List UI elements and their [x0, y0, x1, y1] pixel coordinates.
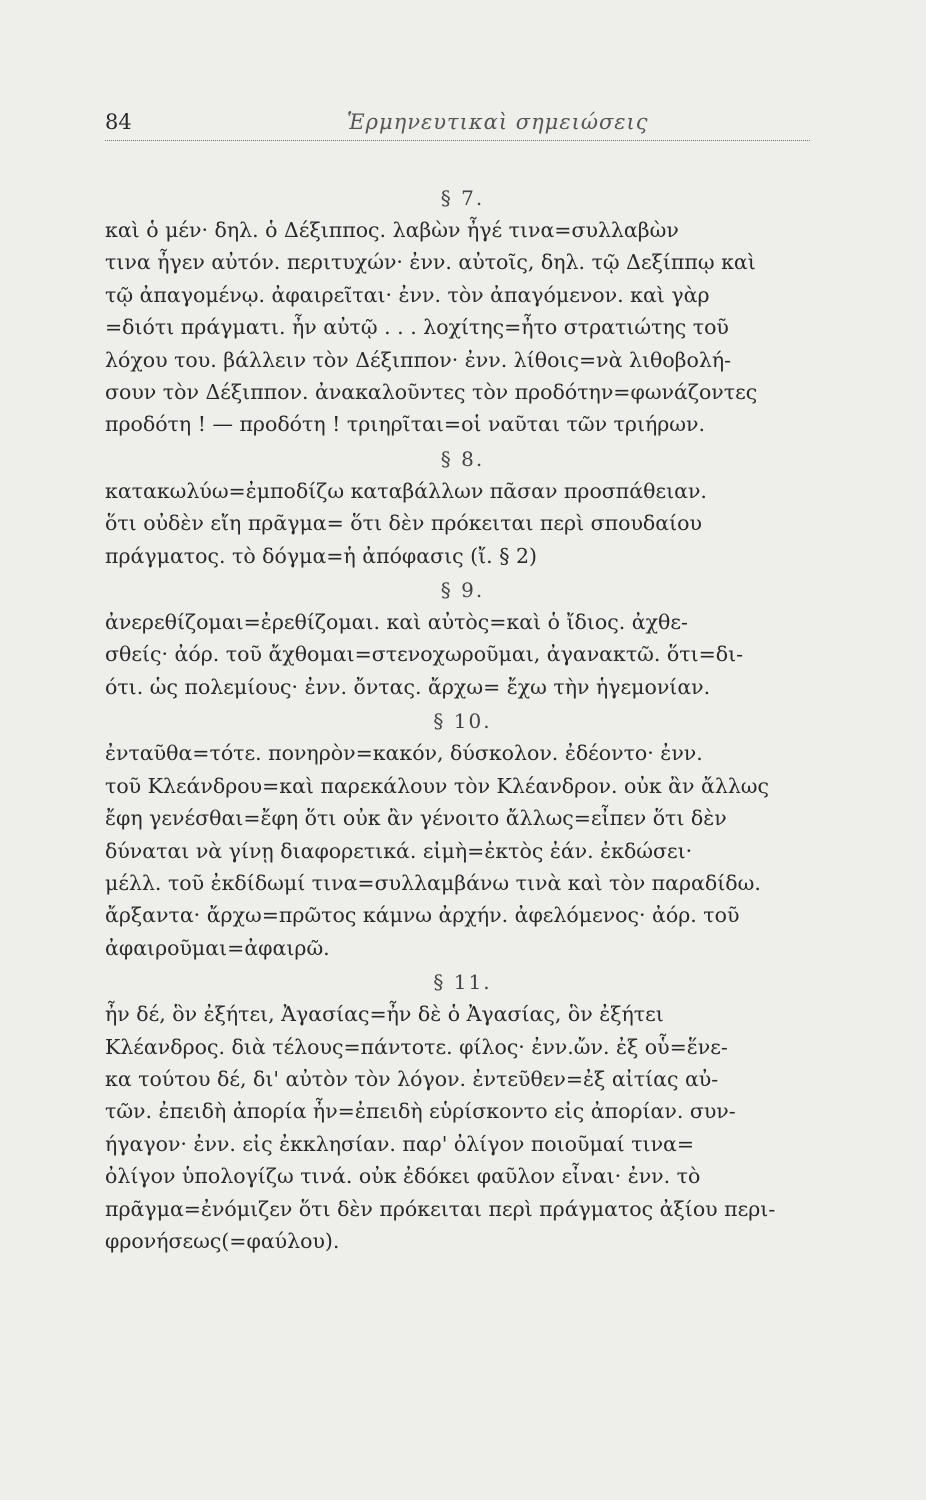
line: ἀφαιροῦμαι=ἀφαιρῶ. — [105, 935, 330, 960]
line: ότι. ὡς πολεμίους· ἐνν. ὄντας. ἄρχω= ἔχω τὴν ἡγεμονίαν. — [105, 674, 711, 699]
line: κα τούτου δέ, δι' αὐτὸν τὸν λόγον. ἐντεῦθεν=ἐξ αἰτίας αὐ- — [105, 1066, 719, 1091]
section-7 — [105, 186, 820, 441]
section-mark: § 10. — [433, 709, 492, 734]
line: λόχου του. βάλλειν τὸν Δέξιππον· ἐνν. λίθοις=νὰ λιθοβολή- — [105, 347, 732, 372]
line: φρονήσεως(=φαύλου). — [105, 1228, 340, 1253]
section-9 — [105, 578, 820, 703]
line: πράγματος. τὸ δόγμα=ἡ ἀπόφασις (ἴ. § 2) — [105, 543, 538, 568]
line: ἄρξαντα· ἄρχω=πρῶτος κάμνω ἀρχήν. ἀφελόμενος· ἀόρ. τοῦ — [105, 903, 740, 928]
line: τινα ἦγεν αὐτόν. περιτυχών· ἐνν. αὐτοῖς, δηλ. τῷ Δεξίππῳ καὶ — [105, 250, 756, 275]
section-mark: § 7. — [440, 186, 485, 210]
section-text — [105, 475, 820, 572]
line: κατακωλύω=ἐμποδίζω καταβάλλων πᾶσαν προσπάθειαν. — [105, 478, 707, 503]
section-11 — [105, 970, 820, 1257]
line: τῷ ἀπαγομένῳ. ἀφαιρεῖται· ἐνν. τὸν ἀπαγόμενον. καὶ γὰρ — [105, 282, 710, 307]
line: Κλέανδρος. διὰ τέλους=πάντοτε. φίλος· ἐνν.ὤν. ἐξ οὗ=ἕνε- — [105, 1034, 728, 1059]
line: ὀλίγον ὑπολογίζω τινά. οὐκ ἐδόκει φαῦλον εἶναι· ἐνν. τὸ — [105, 1164, 701, 1189]
line: ὅτι οὐδὲν εἴη πρᾶγμα= ὅτι δὲν πρόκειται περὶ σπουδαίου — [105, 511, 702, 536]
section-mark: § 8. — [440, 446, 485, 471]
line: προδότη ! — προδότη ! τριηρῖται=οἱ ναῦται τῶν τριήρων. — [105, 412, 706, 437]
line: ἐνταῦθα=τότε. πονηρὸν=κακόν, δύσκολον. ἐδέοντο· ἐνν. — [105, 741, 703, 766]
section-mark: § 9. — [440, 578, 485, 603]
section-text — [105, 606, 820, 703]
line: σθείς· ἀόρ. τοῦ ἄχθομαι=στενοχωροῦμαι, ἀγανακτῶ. ὅτι=δι- — [105, 642, 744, 667]
section-text — [105, 998, 820, 1257]
line: τῶν. ἐπειδὴ ἀπορία ἦν=ἐπειδὴ εὑρίσκοντο εἰς ἀπορίαν. συν- — [105, 1099, 736, 1124]
line: ἀνερεθίζομαι=ἐρεθίζομαι. καὶ αὐτὸς=καὶ ὁ ἴδιος. ἀχθε- — [105, 610, 688, 635]
line: τοῦ Κλεάνδρου=καὶ παρεκάλουν τὸν Κλέανδρον. οὐκ ἂν ἄλλως — [105, 773, 770, 798]
line: σουν τὸν Δέξιππον. ἀνακαλοῦντες τὸν προδότην=φωνάζοντες — [105, 380, 758, 405]
line: καὶ ὁ μέν· δηλ. ὁ Δέξιππος. λαβὼν ἦγέ τινα=συλλαβὼν — [105, 218, 679, 242]
page-body — [105, 180, 820, 1257]
line: ἦν δέ, ὃν ἐξήτει, Ἀγασίας=ἦν δὲ ὁ Ἀγασίας, ὃν ἐξήτει — [105, 1002, 664, 1027]
section-10 — [105, 709, 820, 964]
section-mark: § 11. — [433, 970, 492, 995]
section-text — [105, 737, 820, 964]
line: μέλλ. τοῦ ἐκδίδωμί τινα=συλλαμβάνω τινὰ καὶ τὸν παραδίδω. — [105, 870, 761, 895]
page-number: 84 — [105, 110, 132, 134]
running-title: Ἑρμηνευτικαὶ σημειώσεις — [347, 110, 649, 134]
line: πρᾶγμα=ἐνόμιζεν ὅτι δὲν πρόκειται περὶ πράγματος ἀξίου περι- — [105, 1196, 776, 1221]
line: ήγαγον· ἐνν. εἰς ἐκκλησίαν. παρ' ὀλίγον ποιοῦμαί τινα= — [105, 1131, 695, 1156]
section-text — [105, 214, 820, 441]
line: δύναται νὰ γίνῃ διαφορετικά. εἰμὴ=ἐκτὸς ἐάν. ἐκδώσει· — [105, 838, 693, 863]
page-header — [105, 100, 810, 141]
line: =διότι πράγματι. ἦν αὐτῷ . . . λοχίτης=ἦτο στρατιώτης τοῦ — [105, 315, 729, 340]
section-8 — [105, 447, 820, 572]
line: ἔφη γενέσθαι=ἔφη ὅτι οὐκ ἂν γένοιτο ἄλλως=εἶπεν ὅτι δὲν — [105, 806, 727, 831]
